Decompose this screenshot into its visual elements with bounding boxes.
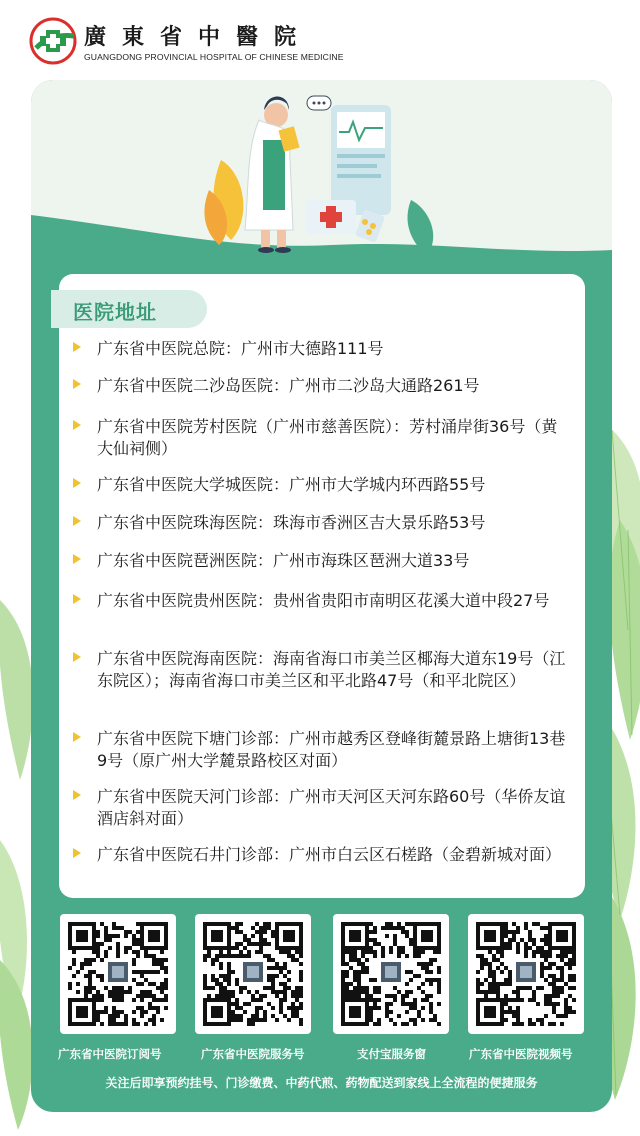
bullet-icon	[73, 732, 81, 742]
address-text: 广东省中医院二沙岛医院：广州市二沙岛大通路261号	[97, 376, 480, 395]
bullet-icon	[73, 554, 81, 564]
section-title: 医院地址	[73, 300, 157, 324]
bullet-icon	[73, 790, 81, 800]
qr-label: 广东省中医院订阅号	[58, 1047, 162, 1061]
bullet-icon	[73, 848, 81, 858]
hospital-name-en: GUANGDONG PROVINCIAL HOSPITAL OF CHINESE MEDICINE	[84, 52, 344, 62]
bullet-icon	[73, 478, 81, 488]
address-text: 广东省中医院天河门诊部：广州市天河区天河东路60号（华侨友谊酒店斜对面）	[97, 787, 566, 828]
address-text: 广东省中医院下塘门诊部：广州市越秀区登峰街麓景路上塘街13巷9号（原广州大学麓景路校区对面）	[97, 729, 566, 770]
address-text: 广东省中医院芳村医院（广州市慈善医院）：芳村涌岸街36号（黄大仙祠侧）	[97, 417, 558, 458]
bullet-icon	[73, 652, 81, 662]
address-panel	[59, 274, 585, 898]
address-text: 广东省中医院石井门诊部：广州市白云区石槎路（金碧新城对面）	[97, 845, 562, 864]
bullet-icon	[73, 342, 81, 352]
hospital-name: 廣東省中醫院	[84, 24, 313, 50]
qr-label: 支付宝服务窗	[357, 1047, 426, 1061]
main-card	[31, 80, 612, 1112]
qr-code-alipay[interactable]	[333, 914, 449, 1034]
hospital-logo-icon	[28, 16, 78, 66]
footer-text: 关注后即享预约挂号、门诊缴费、中药代煎、药物配送到家线上全流程的便捷服务	[105, 1076, 538, 1090]
bullet-icon	[73, 516, 81, 526]
qr-code-icon	[341, 922, 441, 1026]
qr-code-icon	[68, 922, 168, 1026]
qr-code-video[interactable]	[468, 914, 584, 1034]
qr-code-icon	[203, 922, 303, 1026]
address-text: 广东省中医院总院：广州市大德路111号	[97, 339, 384, 358]
address-text: 广东省中医院大学城医院：广州市大学城内环西路55号	[97, 475, 486, 494]
section-tab	[51, 290, 207, 328]
bullet-icon	[73, 420, 81, 430]
qr-code-row	[31, 914, 612, 1034]
address-text: 广东省中医院琶洲医院：广州市海珠区琶洲大道33号	[97, 551, 470, 570]
qr-label: 广东省中医院服务号	[201, 1047, 305, 1061]
address-text: 广东省中医院海南医院：海南省海口市美兰区椰海大道东19号（江东院区）；海南省海口市美兰区和平北路47号（和平北院区）	[97, 649, 566, 690]
qr-code-service[interactable]	[195, 914, 311, 1034]
bullet-icon	[73, 379, 81, 389]
address-text: 广东省中医院贵州医院：贵州省贵阳市南明区花溪大道中段27号	[97, 591, 550, 610]
qr-label: 广东省中医院视频号	[469, 1047, 573, 1061]
address-text: 广东省中医院珠海医院：珠海市香洲区吉大景乐路53号	[97, 513, 486, 532]
header	[28, 16, 344, 66]
qr-code-icon	[476, 922, 576, 1026]
bullet-icon	[73, 594, 81, 604]
qr-code-subscription[interactable]	[60, 914, 176, 1034]
